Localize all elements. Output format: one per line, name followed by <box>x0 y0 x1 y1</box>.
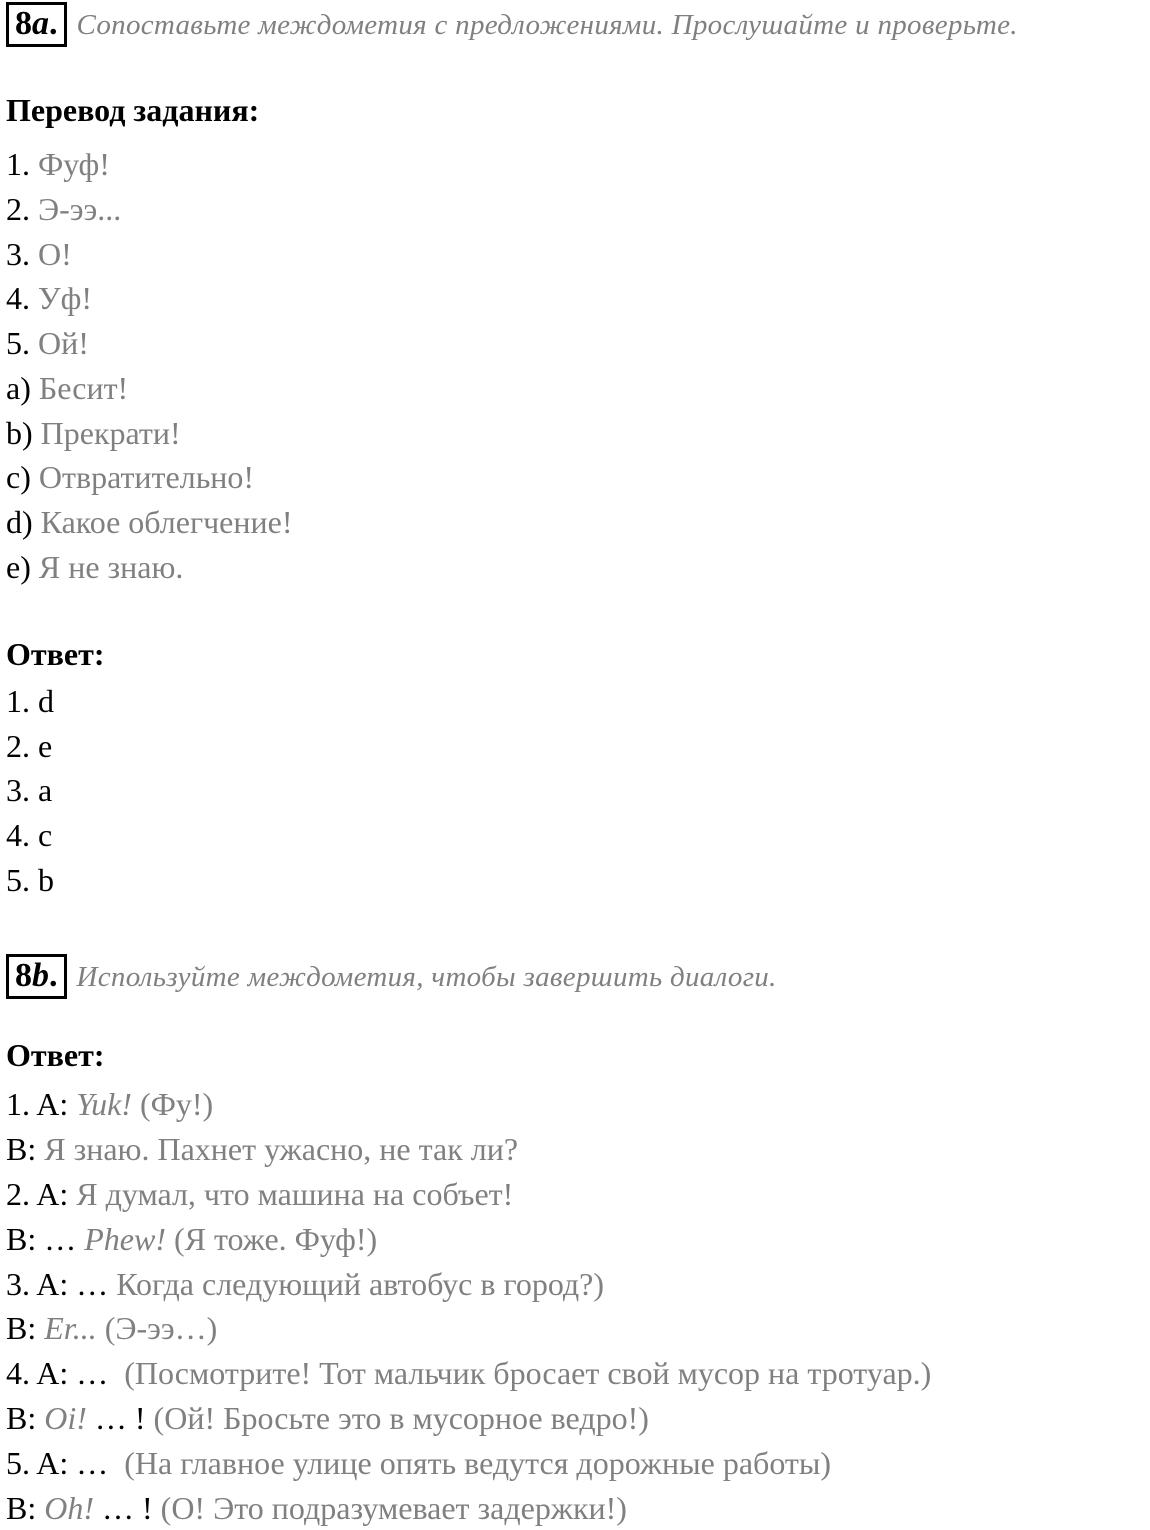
dialogue-gap: … ! <box>94 1490 161 1526</box>
translation-item <box>6 142 110 186</box>
translation-heading: Перевод задания: <box>6 92 260 128</box>
item-label: d) <box>6 504 33 540</box>
dialogue-text: (На главное улице опять ведутся дорожные работы) <box>124 1445 832 1481</box>
dialogue-line <box>6 1396 649 1440</box>
answer-8a-heading: Ответ: <box>6 636 105 672</box>
dialogue-text: (Посмотрите! Тот мальчик бросает свой мусор на тротуар.) <box>124 1355 932 1391</box>
task-8b-dot: . <box>49 957 58 994</box>
answer-8a-item: 2. e <box>6 728 53 764</box>
item-label: 1. <box>6 146 30 182</box>
task-8a-header <box>6 2 1018 47</box>
translation-item <box>6 366 128 410</box>
dialogue-speaker: 4. A: … <box>6 1355 125 1391</box>
dialogue-speaker: 5. A: … <box>6 1445 125 1481</box>
dialogue-speaker: B: <box>6 1400 45 1436</box>
dialogue-line <box>6 1217 377 1261</box>
dialogue-line <box>6 1306 217 1350</box>
task-8a-dot: . <box>49 5 58 42</box>
translation-item <box>6 232 72 276</box>
dialogue-text: (Фу!) <box>131 1086 214 1122</box>
item-text: Э-ээ... <box>38 191 122 227</box>
dialogue-interjection: Oi! <box>44 1400 87 1436</box>
task-8b-number: 8 <box>15 957 32 994</box>
item-label: 4. <box>6 280 30 316</box>
translation-item <box>6 187 121 231</box>
item-label: 2. <box>6 191 30 227</box>
dialogue-line <box>6 1486 627 1530</box>
item-label: 3. <box>6 236 30 272</box>
item-text: Какое облегчение! <box>40 504 293 540</box>
item-text: Отвратительно! <box>38 459 255 495</box>
item-text: Уф! <box>38 280 93 316</box>
item-label: e) <box>6 549 31 585</box>
task-8b-letter: b <box>32 957 49 994</box>
answer-8b-heading: Ответ: <box>6 1037 105 1073</box>
dialogue-text: (Ой! Бросьте это в мусорное ведро!) <box>153 1400 649 1436</box>
task-8b-instruction: Используйте междометия, чтобы завершить диалоги. <box>76 961 777 993</box>
dialogue-speaker: B: <box>6 1131 45 1167</box>
answer-8a-item: 1. d <box>6 683 54 719</box>
item-text: Ой! <box>38 325 89 361</box>
dialogue-line <box>6 1441 831 1485</box>
item-text: О! <box>38 236 72 272</box>
translation-item <box>6 321 89 365</box>
answer-8a-item: 4. c <box>6 817 53 853</box>
dialogue-interjection: Er... <box>44 1310 97 1346</box>
task-8a-number: 8 <box>15 5 32 42</box>
translation-item <box>6 545 183 589</box>
task-8b-number-box <box>6 954 67 999</box>
dialogue-interjection: Phew! <box>84 1221 166 1257</box>
dialogue-speaker: B: <box>6 1310 45 1346</box>
item-text: Бесит! <box>38 370 129 406</box>
translation-item <box>6 500 292 544</box>
dialogue-line <box>6 1082 213 1126</box>
dialogue-interjection: Yuk! <box>76 1086 132 1122</box>
item-label: 5. <box>6 325 30 361</box>
dialogue-speaker: 2. A: <box>6 1176 77 1212</box>
dialogue-text: Когда следующий автобус в город?) <box>116 1266 605 1302</box>
dialogue-interjection: Oh! <box>44 1490 94 1526</box>
dialogue-speaker: 1. A: <box>6 1086 77 1122</box>
item-label: a) <box>6 370 31 406</box>
dialogue-line <box>6 1127 518 1171</box>
translation-item <box>6 411 181 455</box>
dialogue-text: Я думал, что машина на собъет! <box>76 1176 514 1212</box>
item-text: Я не знаю. <box>38 549 184 585</box>
item-label: b) <box>6 415 33 451</box>
translation-item <box>6 455 254 499</box>
dialogue-gap: … ! <box>86 1400 154 1436</box>
task-8a-instruction: Сопоставьте междометия с предложениями. Прослушайте и проверьте. <box>76 9 1018 41</box>
dialogue-line <box>6 1172 513 1216</box>
task-8b-header <box>6 954 777 999</box>
dialogue-text: (Э-ээ…) <box>96 1310 218 1346</box>
dialogue-line <box>6 1351 931 1395</box>
answer-8a-item: 3. a <box>6 772 53 808</box>
dialogue-text: (Я тоже. Фуф!) <box>165 1221 378 1257</box>
dialogue-text: (О! Это подразумевает задержки!) <box>160 1490 627 1526</box>
task-8a-letter: a <box>32 5 49 42</box>
dialogue-speaker: B: <box>6 1490 45 1526</box>
item-text: Фуф! <box>38 146 110 182</box>
task-8a-number-box <box>6 2 67 47</box>
dialogue-speaker: 3. A: … <box>6 1266 117 1302</box>
dialogue-line <box>6 1262 604 1306</box>
translation-item <box>6 276 92 320</box>
item-text: Прекрати! <box>40 415 181 451</box>
dialogue-text: Я знаю. Пахнет ужасно, не так ли? <box>44 1131 519 1167</box>
dialogue-speaker: B: … <box>6 1221 85 1257</box>
answer-8a-item: 5. b <box>6 862 54 898</box>
item-label: c) <box>6 459 31 495</box>
